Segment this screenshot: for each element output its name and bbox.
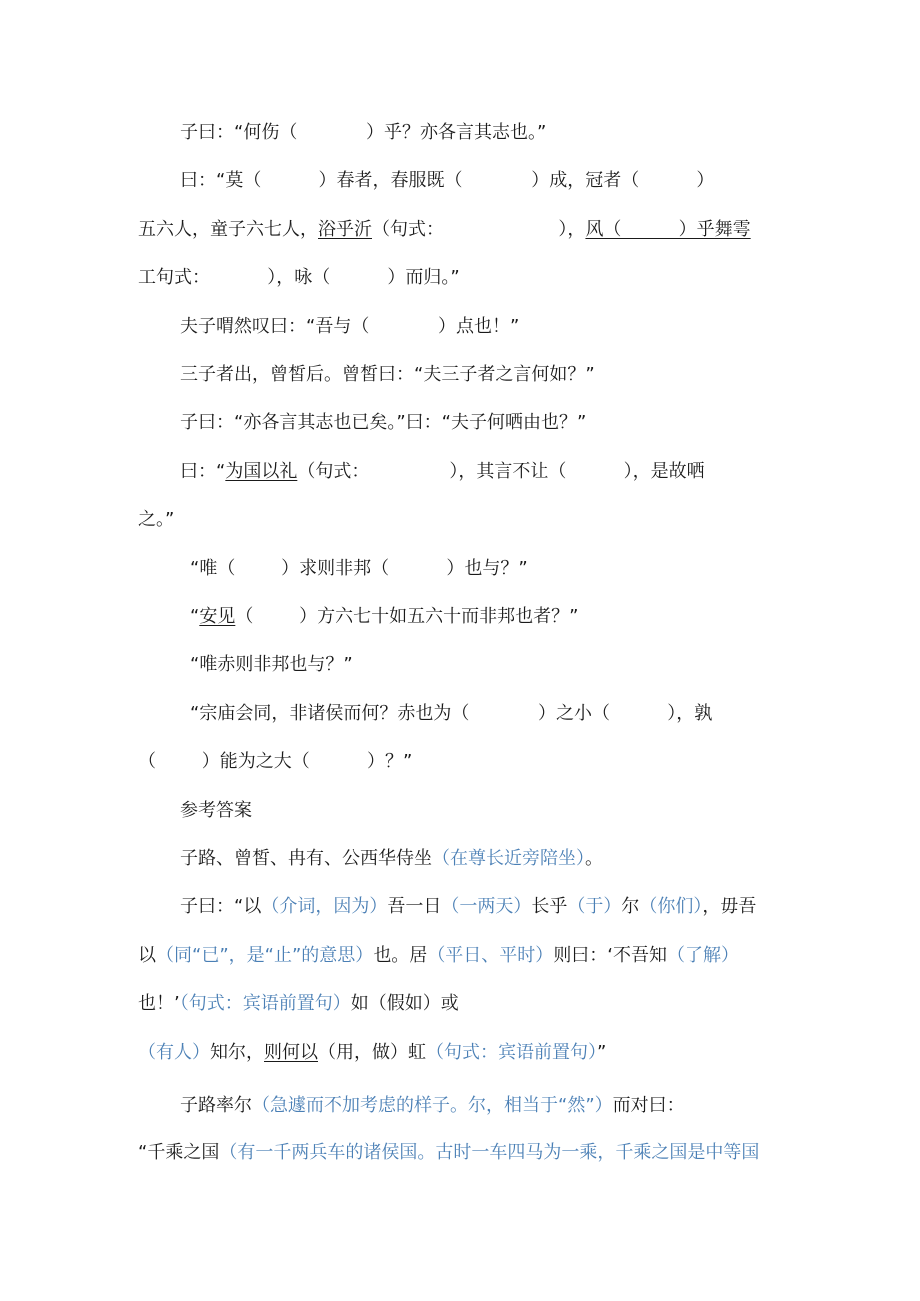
answer-annotation: （有人） bbox=[138, 1042, 210, 1063]
answer-annotation: （同“已”，是“止”的意思） bbox=[156, 945, 374, 966]
text-segment: （句式： ），其言不让（ ），是故哂 bbox=[297, 461, 705, 482]
text-segment: 知尔， bbox=[210, 1042, 264, 1063]
text-segment: 而对曰： bbox=[612, 1095, 685, 1116]
text-segment: 也。居 bbox=[373, 945, 428, 966]
text-segment: 以 bbox=[138, 945, 156, 966]
text-segment: 参考答案 bbox=[180, 800, 252, 821]
text-segment: 。 bbox=[585, 848, 603, 869]
answer-annotation: （句式：宾语前置句） bbox=[426, 1042, 597, 1063]
text-segment: “唯赤则非邦也与？” bbox=[190, 654, 353, 675]
text-segment: 夫子喟然叹曰：“吾与（ ）点也！” bbox=[180, 316, 520, 337]
text-segment: 长乎 bbox=[531, 896, 568, 917]
text-segment: （ ）能为之大（ ）？” bbox=[138, 751, 413, 772]
text-line bbox=[180, 314, 519, 340]
text-segment: 尔 bbox=[621, 896, 640, 917]
text-line bbox=[138, 265, 460, 291]
underlined-phrase: 安见 bbox=[199, 606, 236, 627]
text-line bbox=[138, 1040, 606, 1066]
answer-annotation: （平日、平时） bbox=[427, 945, 554, 966]
text-line bbox=[180, 410, 586, 436]
text-line bbox=[180, 362, 595, 388]
underlined-phrase: 则何以 bbox=[264, 1042, 318, 1063]
text-segment: 子路率尔 bbox=[180, 1095, 252, 1116]
text-line bbox=[190, 701, 712, 727]
text-segment: 五六人，童子六七人， bbox=[138, 219, 318, 240]
text-line bbox=[138, 943, 739, 969]
answer-annotation: （一两天） bbox=[441, 896, 532, 917]
answer-annotation: （了解） bbox=[667, 945, 740, 966]
text-segment: “千乘之国 bbox=[138, 1142, 220, 1163]
underlined-phrase: 浴乎沂 bbox=[318, 219, 372, 240]
text-line bbox=[180, 846, 603, 872]
answer-annotation: （介词，因为） bbox=[261, 896, 388, 917]
text-line bbox=[180, 120, 546, 146]
answer-annotation: （急遽而不加考虑的样子。尔，相当于“然”） bbox=[252, 1095, 613, 1116]
answer-annotation: （句式：宾语前置句） bbox=[179, 993, 351, 1014]
answer-annotation: （在尊长近旁陪坐） bbox=[432, 848, 585, 869]
text-segment: 也！’ bbox=[138, 993, 180, 1014]
text-segment: 子路、曾皙、冉有、公西华侍坐 bbox=[180, 848, 432, 869]
text-segment: ” bbox=[597, 1042, 607, 1063]
text-segment: （句式： ）， bbox=[372, 219, 586, 240]
text-segment: “唯（ ）求则非邦（ ）也与？” bbox=[190, 558, 528, 579]
text-line bbox=[190, 652, 353, 678]
answer-annotation: （你们） bbox=[639, 896, 703, 917]
text-segment: 如（假如）或 bbox=[350, 993, 459, 1014]
answer-annotation: （有一千两兵车的诸侯国。古时一车四马为一乘，千乘之国是中等国 bbox=[219, 1142, 760, 1163]
text-segment: 三子者出，曾皙后。曾皙曰：“夫三子者之言何如？” bbox=[180, 364, 595, 385]
text-segment: 曰：“ bbox=[180, 461, 226, 482]
text-line bbox=[180, 168, 714, 194]
text-line bbox=[138, 749, 412, 775]
underlined-phrase: 为国以礼 bbox=[225, 461, 298, 482]
text-line bbox=[190, 556, 528, 582]
text-line bbox=[180, 459, 705, 485]
text-segment: （ ）方六七十如五六十而非邦也者？” bbox=[235, 606, 579, 627]
text-segment: 子曰：“亦各言其志也已矣。”曰：“夫子何哂由也？” bbox=[180, 412, 587, 433]
answer-heading bbox=[180, 798, 252, 824]
text-line bbox=[180, 1093, 685, 1119]
text-segment: “宗庙会同，非诸侯而何？赤也为（ ）之小（ ），孰 bbox=[190, 703, 713, 724]
text-line bbox=[138, 217, 751, 243]
text-segment: （用，做）虹 bbox=[318, 1042, 426, 1063]
text-segment: ，毋吾 bbox=[702, 896, 757, 917]
text-line bbox=[190, 604, 578, 630]
underlined-phrase: 风（ ）乎舞雩 bbox=[585, 219, 751, 240]
text-line bbox=[138, 1140, 759, 1166]
text-segment: 子曰：“何伤（ ）乎？亦各言其志也。” bbox=[180, 122, 547, 143]
text-segment: 之。” bbox=[138, 509, 175, 530]
text-line bbox=[180, 894, 756, 920]
answer-annotation: （于） bbox=[567, 896, 622, 917]
text-segment: 曰：“莫（ ）春者，春服既（ ）成，冠者（ ） bbox=[180, 170, 715, 191]
text-line bbox=[138, 507, 174, 533]
text-segment: 子曰：“以 bbox=[180, 896, 262, 917]
text-segment: 工句式： ），咏（ ）而归。” bbox=[138, 267, 460, 288]
text-segment: 则曰：‘不吾知 bbox=[553, 945, 668, 966]
text-line bbox=[138, 991, 459, 1017]
text-segment: “ bbox=[190, 606, 200, 627]
text-segment: 吾一日 bbox=[387, 896, 442, 917]
